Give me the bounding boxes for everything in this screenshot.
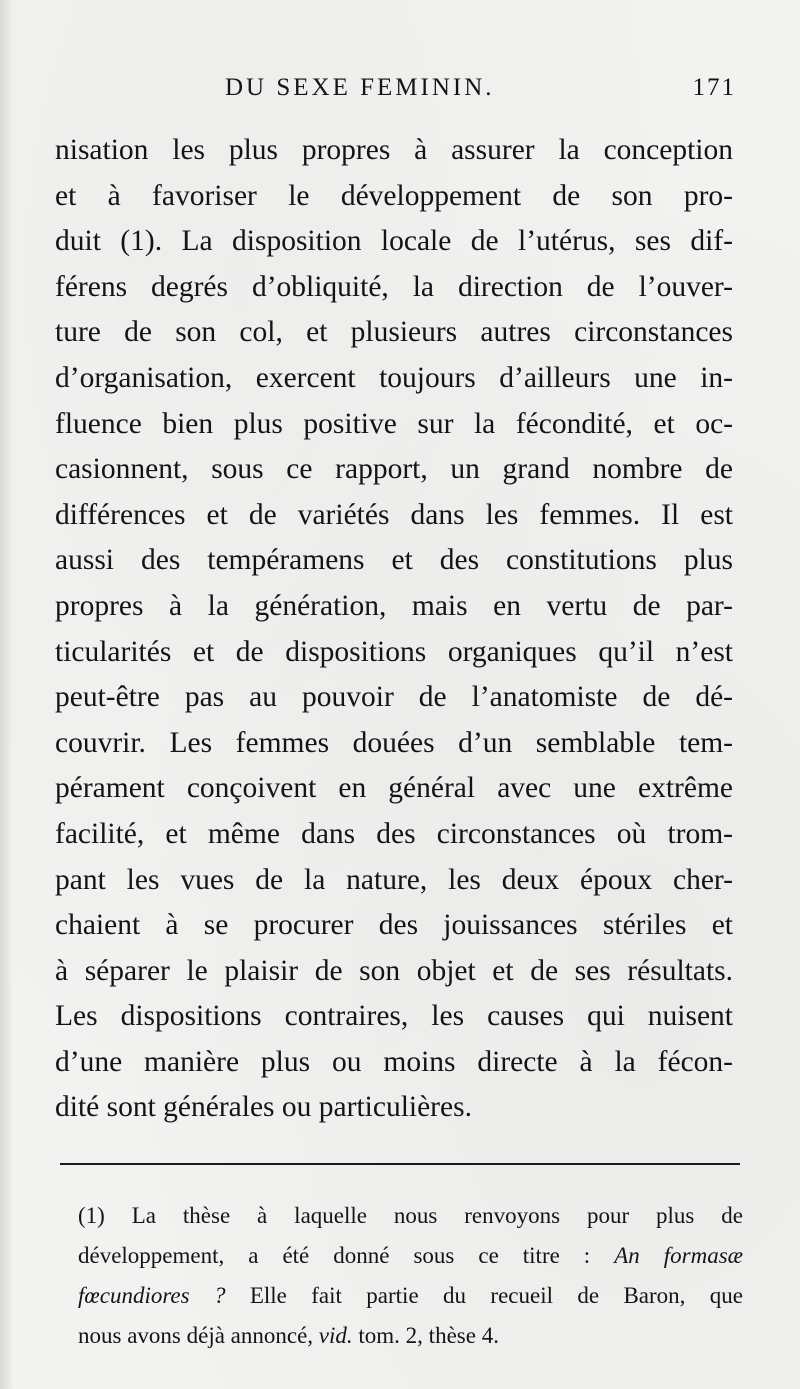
footnote-line xyxy=(78,1276,743,1316)
page-number: 171 xyxy=(692,74,736,101)
text-line: ticularités et de dispositions organiques qu’il n’est xyxy=(55,635,733,668)
footnote-text: (1) La thèse à laquelle nous renvoyons pour plus de xyxy=(78,1203,743,1228)
footnote-text: tom. 2, thèse 4. xyxy=(352,1323,499,1348)
text-line: d’une manière plus ou moins directe à la fécon- xyxy=(55,1045,733,1078)
page-gutter-shadow xyxy=(0,0,14,1389)
text-line: Les dispositions contraires, les causes qui nuisent xyxy=(55,1000,733,1033)
text-line: chaient à se procurer des jouissances stériles et xyxy=(55,909,733,942)
text-line: pant les vues de la nature, les deux époux cher- xyxy=(55,863,733,896)
footnote-italic-title: An formasæ xyxy=(614,1243,743,1268)
text-line: couvrir. Les femmes douées d’un semblable tem- xyxy=(55,726,733,759)
text-line: à séparer le plaisir de son objet et de ses résultats. xyxy=(55,954,733,987)
text-line: facilité, et même dans des circonstances où trom- xyxy=(55,817,733,850)
text-line: différences et de variétés dans les femmes. Il est xyxy=(55,498,733,531)
text-line: fluence bien plus positive sur la fécondité, et oc- xyxy=(55,407,733,440)
footnote xyxy=(78,1196,743,1356)
text-line: pérament conçoivent en général avec une extrême xyxy=(55,772,733,805)
text-line: nisation les plus propres à assurer la conception xyxy=(55,134,733,166)
running-head xyxy=(60,74,740,114)
text-line: férens degrés d’obliquité, la direction de l’ouver- xyxy=(55,270,733,303)
footnote-text: Elle fait partie du recueil de Baron, que xyxy=(225,1283,743,1308)
footnote-italic-ref: vid. xyxy=(318,1323,353,1348)
footnote-line xyxy=(78,1316,743,1356)
footnote-text: développement, a été donné sous ce titre : xyxy=(78,1243,615,1268)
footnote-rule xyxy=(60,1163,740,1165)
running-title: DU SEXE FEMININ. xyxy=(225,74,495,101)
body-text xyxy=(55,128,733,1131)
text-line: ture de son col, et plusieurs autres circonstances xyxy=(55,316,733,349)
footnote-line xyxy=(78,1236,743,1276)
text-line: duit (1). La disposition locale de l’utérus, ses dif- xyxy=(55,225,733,258)
text-line: d’organisation, exercent toujours d’ailleurs une in- xyxy=(55,361,733,394)
footnote-text: nous avons déjà annoncé, xyxy=(78,1323,319,1348)
text-line: et à favoriser le développement de son pro- xyxy=(55,179,733,212)
text-line: dité sont générales ou particulières. xyxy=(55,1091,472,1124)
text-line: aussi des tempéramens et des constitutions plus xyxy=(55,544,733,577)
footnote-italic-title: fœcundiores ? xyxy=(78,1283,226,1308)
text-line: propres à la génération, mais en vertu de par- xyxy=(55,589,733,622)
footnote-line xyxy=(78,1196,743,1236)
text-line: peut-être pas au pouvoir de l’anatomiste de dé- xyxy=(55,681,733,714)
text-line: casionnent, sous ce rapport, un grand nombre de xyxy=(55,453,733,486)
